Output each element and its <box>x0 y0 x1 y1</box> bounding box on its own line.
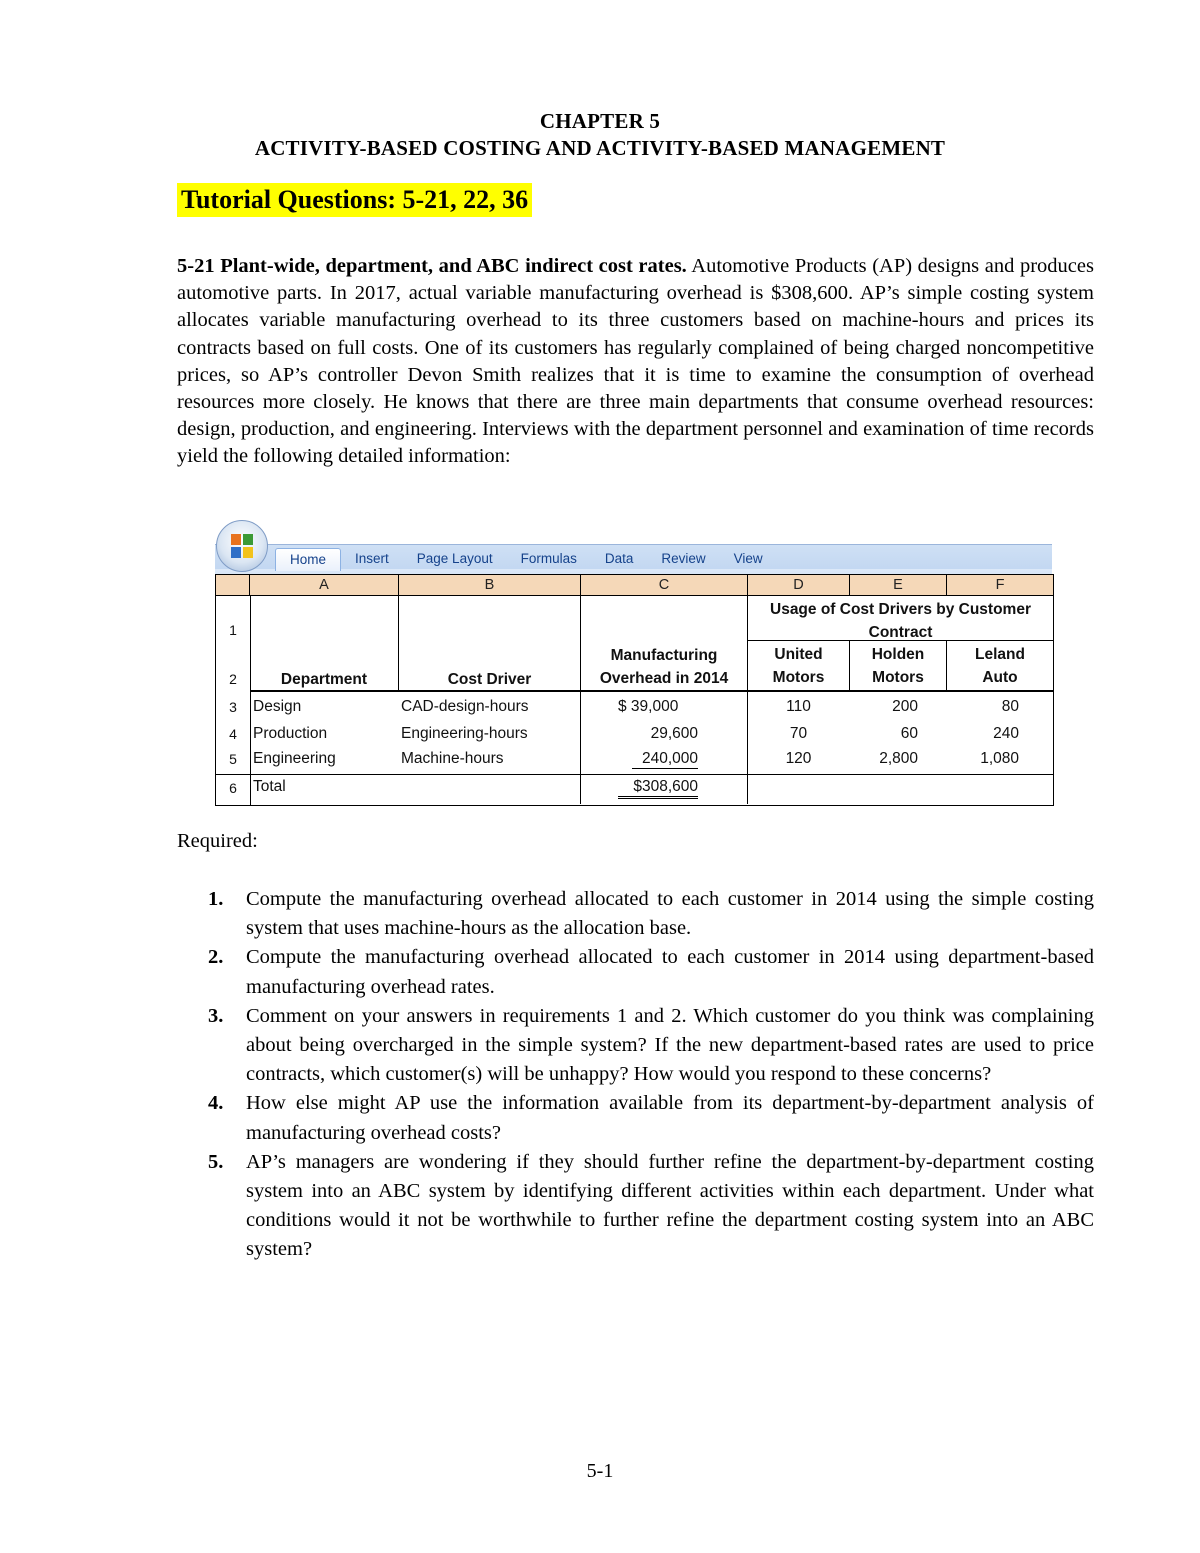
requirement-number: 4. <box>208 1092 224 1115</box>
office-button[interactable] <box>216 520 268 572</box>
tab-formulas[interactable]: Formulas <box>520 551 577 566</box>
column-header-a[interactable]: A <box>250 575 399 596</box>
grid-line <box>250 690 1053 692</box>
department-header: Department <box>280 671 368 688</box>
overhead-header-line1: Manufacturing <box>610 647 718 664</box>
requirement-number: 1. <box>208 888 224 910</box>
column-header-e[interactable]: E <box>850 575 947 596</box>
leland-auto-header-line1: Leland <box>975 646 1025 663</box>
cell-leland-auto[interactable]: 1,080 <box>980 750 1019 767</box>
requirement-text: Compute the manufacturing overhead allocated to each customer in 2014 using the simple costing system that uses machine-hours as the allocation base. <box>246 888 1094 940</box>
requirement-item <box>208 885 1094 943</box>
excel-screenshot <box>215 519 1053 805</box>
cell-united-motors[interactable]: 110 <box>786 698 811 715</box>
required-label: Required: <box>177 830 258 852</box>
cell-holden-motors[interactable]: 2,800 <box>879 750 918 767</box>
requirement-item <box>208 1002 1094 1090</box>
tab-page-layout[interactable]: Page Layout <box>416 551 493 566</box>
tab-home[interactable]: Home <box>275 548 341 571</box>
cell-total-value[interactable]: $308,600 <box>618 778 698 799</box>
tab-data[interactable]: Data <box>604 551 634 566</box>
tab-insert[interactable]: Insert <box>355 551 389 566</box>
grid-line <box>216 774 1053 775</box>
holden-motors-header-line1: Holden <box>871 646 925 663</box>
cell-cost-driver[interactable]: Machine-hours <box>401 750 504 767</box>
grid-line <box>580 595 581 804</box>
cell-holden-motors[interactable]: 60 <box>900 725 918 742</box>
leland-auto-header-line2: Auto <box>982 669 1018 686</box>
column-header-d[interactable]: D <box>748 575 850 596</box>
overhead-header-line2: Overhead in 2014 <box>599 670 729 687</box>
requirement-item <box>208 1148 1094 1265</box>
problem-intro <box>177 253 1094 471</box>
spreadsheet-grid <box>215 574 1054 806</box>
chapter-heading: CHAPTER 5 <box>539 109 661 133</box>
cell-cost-driver[interactable]: Engineering-hours <box>401 725 528 742</box>
column-header-b[interactable]: B <box>399 575 581 596</box>
united-motors-header-line2: Motors <box>772 669 825 686</box>
requirement-item <box>208 1089 1094 1147</box>
ribbon-tabs <box>275 548 777 570</box>
row-number-6[interactable]: 6 <box>229 780 237 796</box>
cell-overhead[interactable]: 240,000 <box>632 750 698 769</box>
usage-header: Usage of Cost Drivers by Customer Contract <box>770 601 1031 641</box>
united-motors-header-line1: United <box>774 646 823 663</box>
cell-united-motors[interactable]: 70 <box>789 725 808 742</box>
cell-total-label[interactable]: Total <box>253 778 286 795</box>
requirement-number: 3. <box>208 1004 224 1027</box>
tab-review[interactable]: Review <box>661 551 706 566</box>
requirement-text: AP’s managers are wondering if they should further refine the department-by-department costing system into an ABC system by identifying different activities within each department. Under what conditions would it not be worthwhile to further refine the department costing system into an ABC system? <box>246 1150 1094 1261</box>
column-header-c[interactable]: C <box>581 575 748 596</box>
row-number-1[interactable]: 1 <box>229 622 237 638</box>
cell-leland-auto[interactable]: 240 <box>993 725 1019 742</box>
cell-holden-motors[interactable]: 200 <box>892 698 918 715</box>
cell-leland-auto[interactable]: 80 <box>1001 698 1019 715</box>
holden-motors-header-line2: Motors <box>872 669 924 686</box>
tutorial-questions-highlight: Tutorial Questions: 5-21, 22, 36 <box>177 183 532 217</box>
row-number-5[interactable]: 5 <box>229 751 237 767</box>
requirement-item <box>208 943 1094 1001</box>
column-header-f[interactable]: F <box>947 575 1053 596</box>
select-all-corner[interactable] <box>216 575 250 596</box>
tab-view[interactable]: View <box>733 551 763 566</box>
cell-department[interactable]: Production <box>253 725 328 742</box>
page-number: 5-1 <box>586 1460 614 1482</box>
row-number-3[interactable]: 3 <box>229 699 237 715</box>
office-logo-icon <box>231 534 253 558</box>
cell-department[interactable]: Design <box>253 698 302 715</box>
chapter-subtitle: ACTIVITY-BASED COSTING AND ACTIVITY-BASED MANAGEMENT <box>254 136 946 160</box>
requirement-number: 5. <box>208 1150 224 1173</box>
problem-body: Automotive Products (AP) designs and produces automotive parts. In 2017, actual variable manufacturing overhead is $308,600. AP’s simple costing system allocates variable manufacturing overhead to its three customers based on machine-hours and prices its contracts based on full costs. One of its customers has regularly complained of being charged noncompetitive prices, so AP’s controller Devon Smith realizes that it is time to examine the consumption of overhead resources more closely. He knows that there are three main departments that consume overhead resources: design, production, and engineering. Interviews with the department personnel and examination of time records yield the following detailed information: <box>177 255 1094 468</box>
problem-title: 5-21 Plant-wide, department, and ABC indirect cost rates. <box>177 255 687 277</box>
cell-united-motors[interactable]: 120 <box>785 750 812 767</box>
requirement-number: 2. <box>208 946 224 969</box>
cost-driver-header: Cost Driver <box>447 671 532 688</box>
row-number-4[interactable]: 4 <box>229 726 237 742</box>
cell-department[interactable]: Engineering <box>253 750 336 767</box>
row-number-2[interactable]: 2 <box>229 671 237 687</box>
requirements-list <box>208 885 1094 1265</box>
cell-overhead[interactable]: $ 39,000 <box>618 698 679 715</box>
cell-overhead[interactable]: 29,600 <box>650 725 698 742</box>
requirement-text: Compute the manufacturing overhead allocated to each customer in 2014 using department-based manufacturing overhead rates. <box>246 946 1094 998</box>
cell-cost-driver[interactable]: CAD-design-hours <box>401 698 529 715</box>
requirement-text: How else might AP use the information available from its department-by-department analysis of manufacturing overhead costs? <box>246 1092 1094 1144</box>
requirement-text: Comment on your answers in requirements 1 and 2. Which customer do you think was complaining about being overcharged in the simple system? If the new department-based rates are used to price contracts, which customer(s) will be unhappy? How would you respond to these concerns? <box>246 1004 1094 1086</box>
